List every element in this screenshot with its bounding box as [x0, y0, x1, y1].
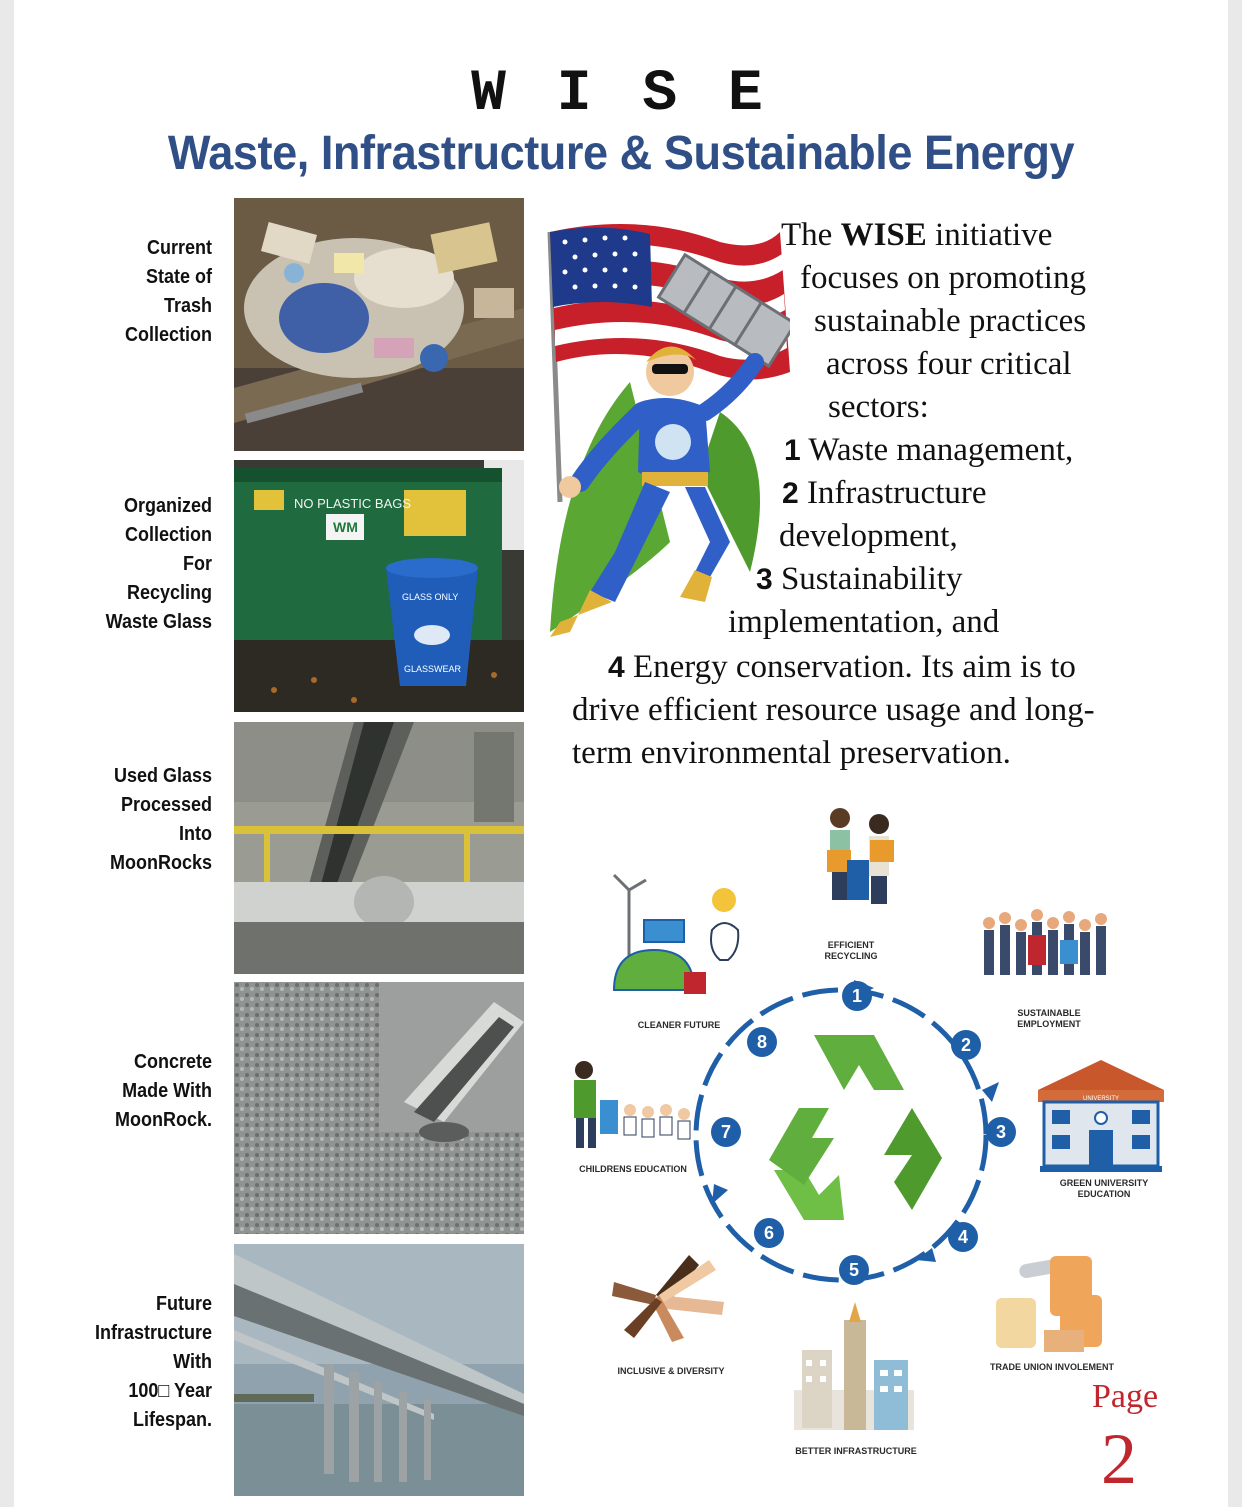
- label-childrens-education: CHILDRENS EDUCATION: [579, 1164, 687, 1174]
- svg-text:6: 6: [763, 1223, 775, 1243]
- svg-text:3: 3: [995, 1122, 1007, 1142]
- page-number: 2: [1101, 1419, 1137, 1499]
- svg-text:GLASSWEAR: GLASSWEAR: [404, 664, 462, 674]
- label-sustainable-employment: SUSTAINABLE EMPLOYMENT: [1017, 1008, 1081, 1029]
- intro-line-14: term environmental preservation.: [572, 735, 1011, 771]
- label-inclusive-diversity: INCLUSIVE & DIVERSITY: [617, 1366, 725, 1376]
- intro-line-1: The WISE initiative: [781, 217, 1053, 253]
- label-green-university: GREEN UNIVERSITY EDUCATION: [1059, 1178, 1149, 1199]
- caption-trash-collection: Current State of Trash Collection: [124, 237, 212, 346]
- sector-1: 1 Waste management,: [784, 432, 1074, 468]
- superhero-flag-illustration: [520, 212, 790, 652]
- photo-bridge: [234, 1244, 524, 1496]
- sector-4: 4 Energy conservation. Its aim is to: [608, 649, 1076, 685]
- recycling-people-icon: [827, 808, 894, 904]
- caption-concrete: Concrete Made With MoonRock.: [114, 1051, 212, 1131]
- svg-text:1: 1: [851, 986, 863, 1006]
- photo-trash-pile: [234, 198, 524, 451]
- workers-crowd-icon: [983, 909, 1107, 975]
- label-trade-union: TRADE UNION INVOLEMENT: [989, 1362, 1114, 1372]
- svg-text:8: 8: [756, 1032, 768, 1052]
- trade-union-fists-icon: [996, 1255, 1102, 1352]
- photo-processing-plant: [234, 722, 524, 974]
- children-education-icon: [574, 1061, 690, 1148]
- intro-line-4: across four critical: [826, 346, 1072, 382]
- intro-line-5: sectors:: [828, 389, 929, 425]
- page-label: Page: [1092, 1378, 1159, 1415]
- intro-line-2: focuses on promoting: [800, 260, 1086, 296]
- svg-text:4: 4: [957, 1227, 969, 1247]
- photo-concrete: [234, 982, 524, 1234]
- page-subtitle: Waste, Infrastructure & Sustainable Energy: [167, 127, 1075, 180]
- sector-2-cont: development,: [779, 518, 958, 554]
- caption-glass-collection: Organized Collection For Recycling Waste Glass: [105, 495, 212, 633]
- label-better-infrastructure: BETTER INFRASTRUCTURE: [795, 1446, 917, 1456]
- intro-line-3: sustainable practices: [814, 303, 1087, 339]
- svg-text:2: 2: [960, 1035, 972, 1055]
- recycle-icon: [769, 1035, 942, 1220]
- sector-3-cont: implementation, and: [728, 604, 1000, 640]
- sector-3: 3 Sustainability: [756, 561, 963, 597]
- svg-text:7: 7: [720, 1122, 732, 1142]
- label-efficient-recycling: EFFICIENT RECYCLING: [824, 940, 878, 961]
- intro-line-13: drive efficient resource usage and long-: [572, 692, 1095, 728]
- university-building-icon: [1038, 1060, 1164, 1172]
- caption-glass-processed: Used Glass Processed Into MoonRocks: [109, 765, 212, 874]
- diverse-hands-icon: [612, 1255, 724, 1342]
- page-title: W I S E: [471, 62, 771, 127]
- document-page: [14, 0, 1228, 1507]
- recycling-cycle-diagram: [544, 790, 1228, 1470]
- city-skyline-icon: [794, 1302, 914, 1430]
- label-cleaner-future: CLEANER FUTURE: [637, 1020, 721, 1030]
- svg-text:UNIVERSITY: UNIVERSITY: [1082, 1096, 1120, 1102]
- sector-2: 2 Infrastructure: [782, 475, 987, 511]
- caption-infrastructure: Future Infrastructure With 100□ Year Lifespan.: [94, 1293, 212, 1431]
- svg-text:GLASS ONLY: GLASS ONLY: [402, 592, 459, 602]
- photo-glass-dumpster: [234, 460, 524, 712]
- svg-text:NO PLASTIC BAGS: NO PLASTIC BAGS: [294, 496, 412, 511]
- svg-text:5: 5: [848, 1260, 860, 1280]
- cleaner-future-icon: [614, 875, 738, 994]
- svg-text:WM: WM: [333, 519, 358, 535]
